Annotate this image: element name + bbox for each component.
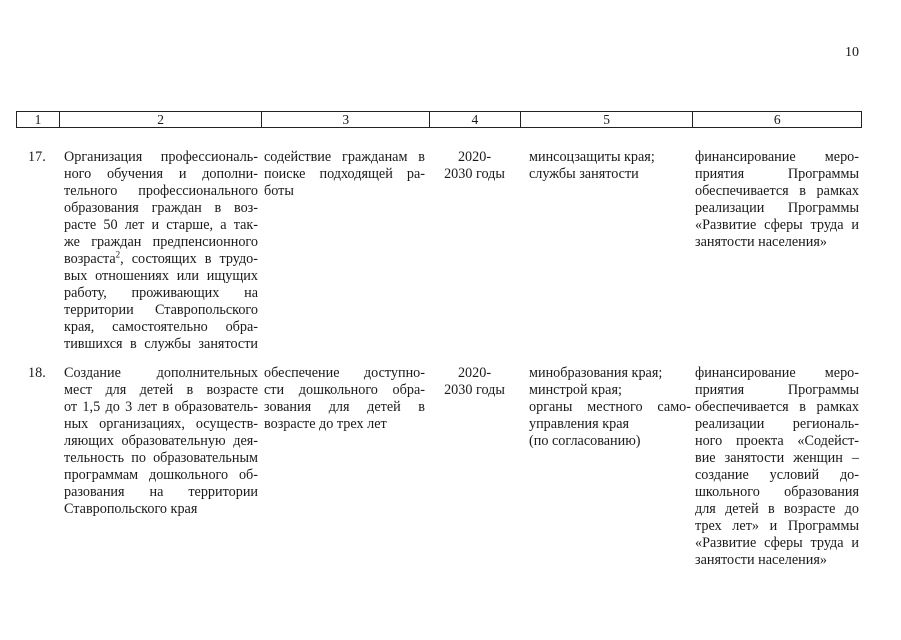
measure-line: тельного профессионального [64,183,258,199]
executor-line: минстрой края; [529,382,622,398]
period-line: 2030 годы [444,166,505,182]
measure-line: программам дошкольного об- [64,467,258,483]
period-line: 2020- [457,149,492,165]
funding-line: вие занятости женщин – [695,450,859,466]
table-row [16,365,862,569]
measure-line: образования граждан в воз- [64,200,258,216]
executor-line: (по согласованию) [529,433,641,449]
measure-cell [58,365,261,569]
funding-line: финансирование меро- [695,365,859,381]
footnote-marker: 2 [115,249,121,260]
funding-line: реализации Программы [695,200,859,216]
measure-line: мест для детей в возрасте [64,382,258,398]
executor-line: минобразования края; [529,365,663,381]
funding-line: приятия Программы [695,166,859,182]
funding-line: для детей в возрасте до [695,501,859,517]
executor-line: службы занятости [529,166,639,182]
measure-line: же граждан предпенсионного [64,234,258,250]
header-col-5: 5 [520,112,693,127]
goal-line: обеспечение доступно- [264,365,425,381]
executor-line: органы местного само- [529,399,691,415]
measure-line: тельность по образовательным [64,450,258,466]
executor-cell [520,365,693,569]
row-number: 18. [28,365,46,381]
measure-text: , состоящих в трудо- [120,251,258,267]
measure-line: Создание дополнительных [64,365,258,381]
measure-line: вых отношениях или ищущих [64,268,258,284]
funding-line: занятости населения» [695,234,827,250]
goal-line: боты [264,183,294,199]
row-number: 17. [28,149,46,165]
table-row [16,149,862,353]
funding-cell [693,365,862,569]
header-col-1: 1 [34,112,42,127]
funding-line: реализации региональ- [695,416,859,432]
period-line: 2030 годы [444,382,505,398]
funding-line: трех лет» и Программы [695,518,859,534]
funding-cell [693,149,862,353]
goal-line: сти дошкольного обра- [264,382,425,398]
header-col-4: 4 [429,112,520,127]
goal-cell [261,365,429,569]
measure-line-with-footnote [64,251,258,268]
funding-line: «Развитие сферы труда и [695,217,859,233]
measure-line: Организация профессиональ- [64,149,258,165]
measure-cell [58,149,261,353]
executor-cell [520,149,693,353]
table-header-row [16,111,862,128]
header-col-6: 6 [692,112,861,127]
goal-line: поиске подходящей ра- [264,166,425,182]
measure-line: ляющих образовательную дея- [64,433,258,449]
executor-line: управления края [529,416,630,432]
executor-line: минсоцзащиты края; [529,149,655,165]
measure-line: от 1,5 до 3 лет в образователь- [64,399,258,415]
period-cell [429,149,520,353]
funding-line: финансирование меро- [695,149,859,165]
header-col-2: 2 [59,112,262,127]
header-col-3: 3 [261,112,429,127]
funding-line: приятия Программы [695,382,859,398]
funding-line: ного проекта «Содейст- [695,433,859,449]
measure-text: возраста [64,251,116,267]
goal-cell [261,149,429,353]
measure-line: тившихся в службы занятости [64,336,258,352]
measure-line: края, самостоятельно обра- [64,319,258,335]
funding-line: школьного образования [695,484,859,500]
period-line: 2020- [457,365,492,381]
funding-line: обеспечивается в рамках [695,183,859,199]
goal-line: содействие гражданам в [264,149,425,165]
measure-line: ных организациях, осуществ- [64,416,258,432]
measure-line: разования на территории [64,484,258,500]
measure-line: работу, проживающих на [64,285,258,301]
goal-line: возрасте до трех лет [264,416,387,432]
period-cell [429,365,520,569]
funding-line: «Развитие сферы труда и [695,535,859,551]
funding-line: обеспечивается в рамках [695,399,859,415]
measure-line: территории Ставропольского [64,302,258,318]
measure-line: Ставропольского края [64,501,198,517]
funding-line: занятости населения» [695,552,827,568]
measure-line: ного обучения и дополни- [64,166,258,182]
measure-line: расте 50 лет и старше, а так- [64,217,258,233]
funding-line: создание условий до- [695,467,859,483]
goal-line: зования для детей в [264,399,425,415]
page-number: 10 [845,45,859,60]
